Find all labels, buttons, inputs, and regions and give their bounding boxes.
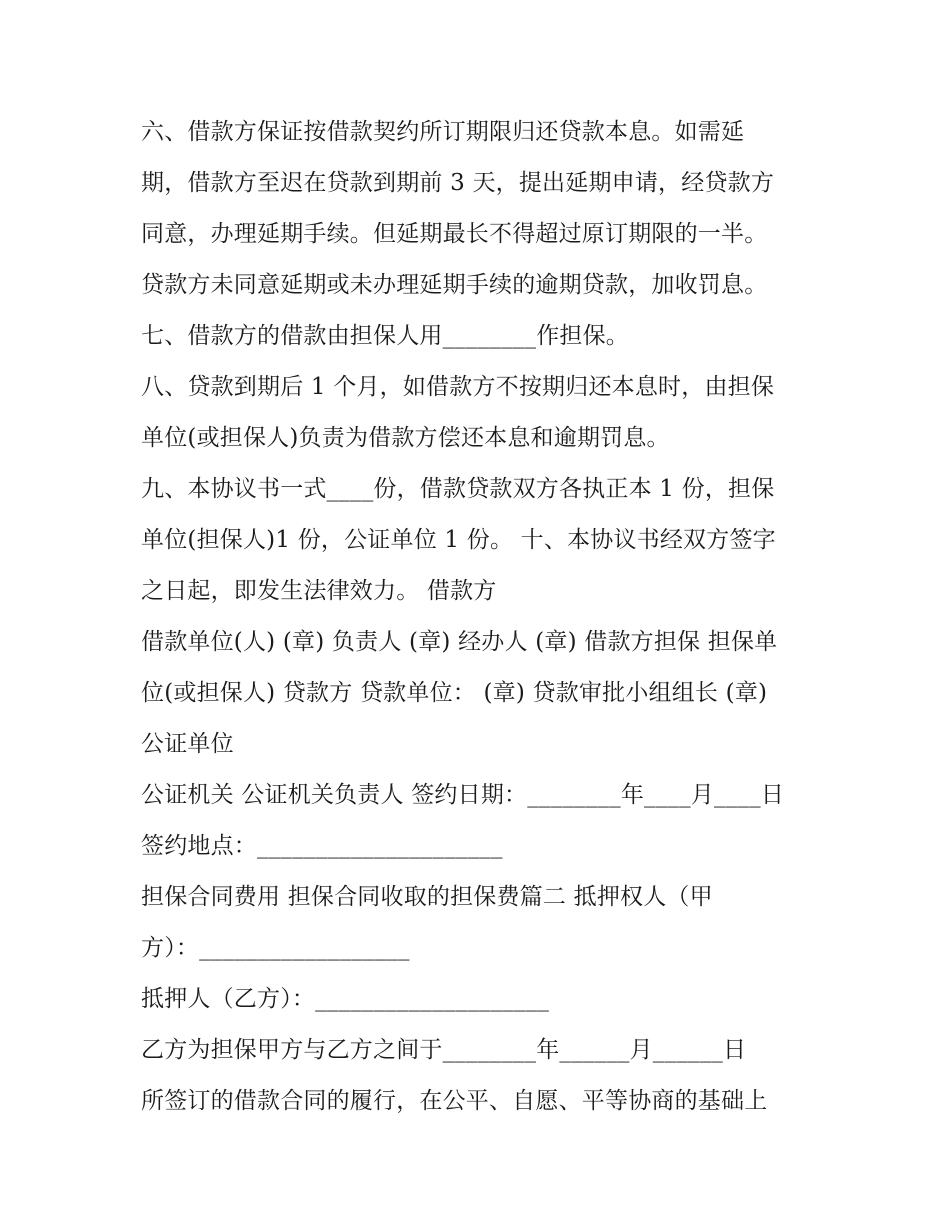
text-line: 担保合同费用 担保合同收取的担保费篇二 抵押权人（甲 xyxy=(141,884,713,910)
text-line: 八、贷款到期后 1 个月，如借款方不按期归还本息时，由担保 xyxy=(141,374,775,400)
text-line: 六、借款方保证按借款契约所订期限归还贷款本息。如需延 xyxy=(141,119,745,145)
text-line: 七、借款方的借款由担保人用________作担保。 xyxy=(141,323,629,349)
text-line: 乙方为担保甲方与乙方之间于________年______月______日 xyxy=(141,1037,747,1063)
text-line: 九、本协议书一式____份，借款贷款双方各执正本 1 份，担保 xyxy=(141,476,775,502)
text-line: 之日起，即发生法律效力。 借款方 xyxy=(141,578,497,604)
text-line: 单位(或担保人)负责为借款方偿还本息和逾期罚息。 xyxy=(141,425,670,451)
text-line: 公证机关 公证机关负责人 签约日期：________年____月____日 xyxy=(141,782,785,808)
text-line: 公证单位 xyxy=(141,731,234,757)
text-line: 期，借款方至迟在贷款到期前 3 天，提出延期申请，经贷款方 xyxy=(141,170,775,196)
text-line: 所签订的借款合同的履行，在公平、自愿、平等协商的基础上 xyxy=(141,1088,768,1114)
text-line: 抵押人（乙方）：____________________ xyxy=(141,986,550,1012)
text-line: 签约地点：_____________________ xyxy=(141,833,503,859)
text-line: 单位(担保人)1 份，公证单位 1 份。 十、本协议书经双方签字 xyxy=(141,527,776,553)
text-line: 借款单位(人) (章) 负责人 (章) 经办人 (章) 借款方担保 担保单 xyxy=(141,629,778,655)
text-line: 同意，办理延期手续。但延期最长不得超过原订期限的一半。 xyxy=(141,221,768,247)
document-body xyxy=(141,107,821,1127)
text-line: 位(或担保人) 贷款方 贷款单位： (章) 贷款审批小组组长 (章) xyxy=(141,680,768,706)
text-line: 方）：__________________ xyxy=(141,935,410,961)
text-line: 贷款方未同意延期或未办理延期手续的逾期贷款，加收罚息。 xyxy=(141,272,768,298)
